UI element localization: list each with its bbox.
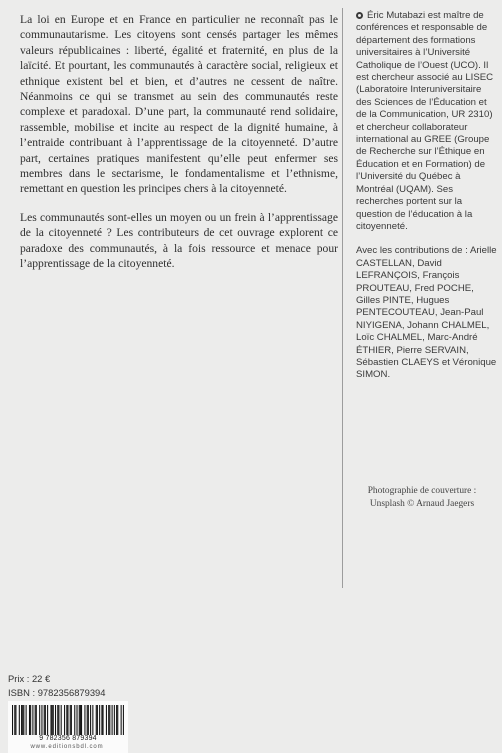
column-divider <box>342 8 343 588</box>
publisher-website: www.editionsbdl.com <box>30 744 104 750</box>
price: Prix : 22 € <box>8 673 51 684</box>
photo-credit-title: Photographie de couverture : <box>367 486 477 496</box>
bullet-icon <box>356 12 363 19</box>
photo-credit-source: Unsplash © Arnaud Jaegers <box>369 498 475 509</box>
price-isbn-block <box>8 672 105 700</box>
summary-paragraph-2: Les communautés sont-elles un moyen ou un frein à l’apprentissage de la citoyenneté ? Les contributeurs de cet ouvrage explorent ce paradoxe des communautés, à la fois ressource et menace pour l’apprentissage de la citoyenneté. <box>20 210 338 271</box>
author-bio: Éric Mutabazi est maître de conférences et responsable de département des formations universitaires à l’Université Catholique de l’Ouest (UCO). Il est chercheur associé au LISEC (Laboratoire Interuniversitaire des Sciences de l’Éducation et de la Communication, UR 2310) et chercheur collaborateur international au GREE (Groupe de Recherche sur l’Éthique en Éducation et en Formation) de l’Université du Québec à Montréal (UQAM). Ses recherches portent sur la question de l’éducation à la citoyenneté. <box>356 10 494 232</box>
barcode-digits: 9 782356 879394 <box>39 735 97 742</box>
barcode-bars <box>12 705 124 735</box>
author-column <box>356 10 498 394</box>
author-bio-block <box>356 10 498 233</box>
isbn: ISBN : 9782356879394 <box>8 687 106 698</box>
summary-column <box>20 12 338 285</box>
contributors-list: Avec les contributions de : Arielle CASTELLAN, David LEFRANÇOIS, François PROUTEAU, Fred POCHE, Gilles PINTE, Hugues PENTECOUTEAU, Jean-Paul NIYIGENA, Johann CHALMEL, Loïc CHALMEL, Marc-André ÉTHIER, Pierre SERVAIN, Sébastien CLAEYS et Véronique SIMON. <box>356 245 497 381</box>
photo-credit <box>352 485 492 510</box>
summary-paragraph-1: La loi en Europe et en France en particulier ne reconnaît pas le communautarisme. Les citoyens sont censés partager les mêmes valeurs républicaines : liberté, égalité et fraternité, en plus de la laïcité. Et pourtant, les communautés à caractère social, religieux et ethnique existent bel et bien, et d’autres ne cessent de naître. Néanmoins ce qui se transmet au sein des communautés reste complexe et paradoxal. D’une part, la communauté rend solidaire, rassemble, mobilise et incite au respect de la dignité humaine, à l’entraide contribuant à l’apprentissage de la citoyenneté. D’autre part, certaines pratiques manifestent qu’elle peut enfermer ses membres dans le sectarisme, le fondamentalisme et l’ethnisme, remettant en question les principes chers à la citoyenneté. <box>20 13 338 196</box>
